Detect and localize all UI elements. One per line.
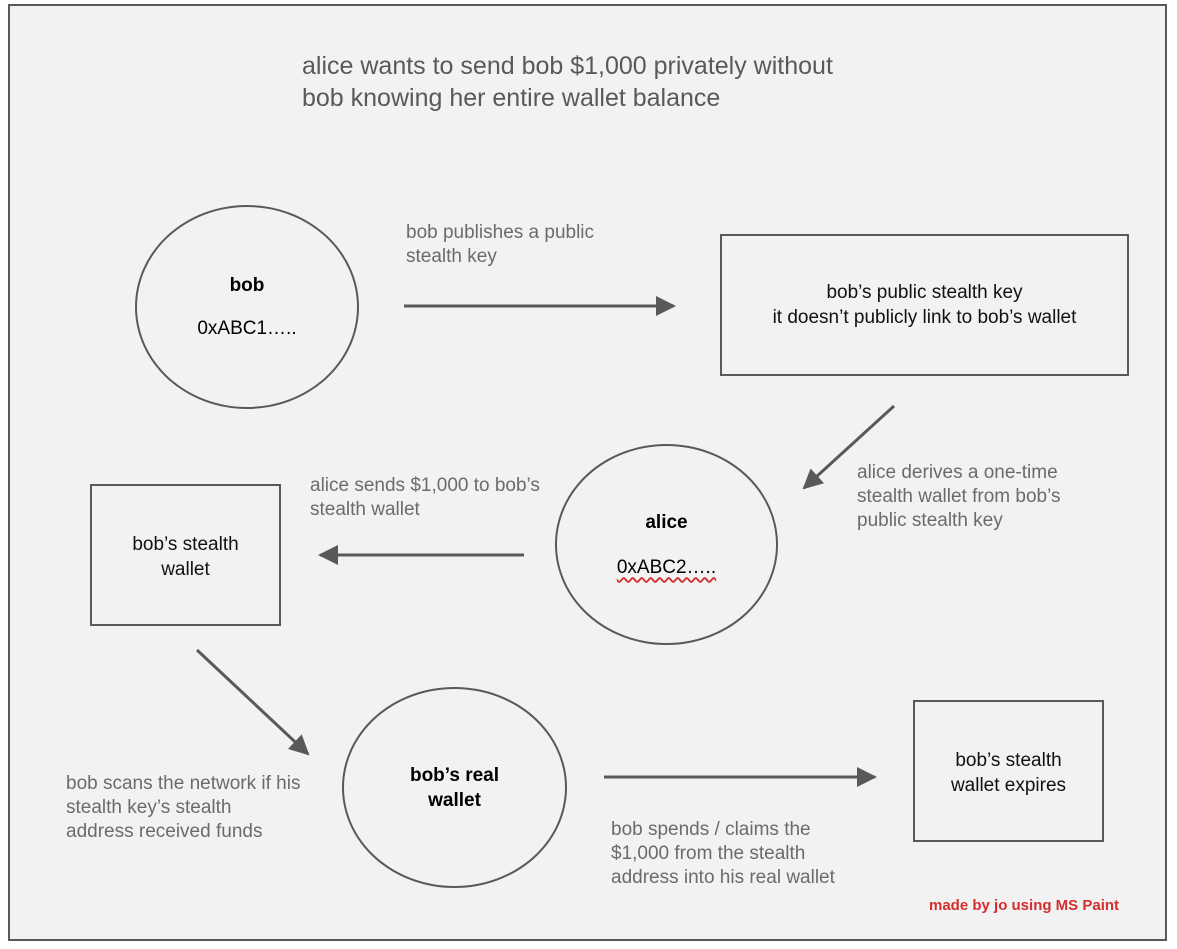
alice-address-wrap: [617, 555, 716, 580]
label-send-line-2: stealth wallet: [310, 499, 420, 520]
label-derive-line-1: alice derives a one-time: [857, 462, 1058, 483]
label-send-line-1: alice sends $1,000 to bob’s: [310, 475, 540, 496]
public-key-line-2: it doesn’t publicly link to bob’s wallet: [772, 307, 1077, 328]
label-scan-line-1: bob scans the network if his: [66, 773, 301, 794]
alice-name: alice: [645, 511, 688, 533]
node-stealth-wallet-expires: [913, 700, 1104, 842]
node-bob-real-wallet: [342, 687, 567, 888]
label-derive: [857, 461, 1060, 533]
label-scan-line-3: address received funds: [66, 821, 263, 842]
label-derive-line-3: public stealth key: [857, 510, 1003, 531]
stealth-wallet-line-2: wallet: [161, 559, 210, 580]
expires-line-2: wallet expires: [950, 775, 1067, 796]
credit-text: made by jo using MS Paint: [929, 897, 1120, 914]
node-alice: [555, 444, 778, 645]
bob-address: 0xABC1…..: [197, 318, 297, 339]
label-spend-line-1: bob spends / claims the: [611, 819, 811, 840]
public-key-line-1: bob’s public stealth key: [826, 282, 1023, 303]
real-wallet-line-1: bob’s real: [409, 764, 500, 786]
label-spend: [611, 818, 835, 890]
alice-address: 0xABC2…..: [616, 556, 717, 578]
bob-name: bob: [229, 275, 265, 296]
node-bob-stealth-wallet: [90, 484, 281, 626]
expires-line-1: bob’s stealth: [955, 750, 1062, 771]
label-publish: [406, 221, 594, 269]
node-bob-public-stealth-key: [720, 234, 1129, 376]
node-bob: [135, 205, 359, 409]
stealth-wallet-line-1: bob’s stealth: [132, 534, 239, 555]
label-send: [310, 474, 540, 522]
label-scan-line-2: stealth key’s stealth: [66, 797, 232, 818]
real-wallet-line-2: wallet: [428, 789, 481, 811]
label-spend-line-2: $1,000 from the stealth: [611, 843, 806, 864]
arrow-stealth-wallet-to-real-wallet: [197, 650, 308, 754]
label-publish-line-1: bob publishes a public: [406, 222, 595, 243]
title-line-1: alice wants to send bob $1,000 privately without: [302, 52, 833, 80]
label-spend-line-3: address into his real wallet: [611, 867, 835, 888]
label-scan: [66, 772, 300, 844]
title-line-2: bob knowing her entire wallet balance: [302, 84, 721, 112]
label-publish-line-2: stealth key: [406, 246, 497, 267]
label-derive-line-2: stealth wallet from bob’s: [857, 486, 1061, 507]
